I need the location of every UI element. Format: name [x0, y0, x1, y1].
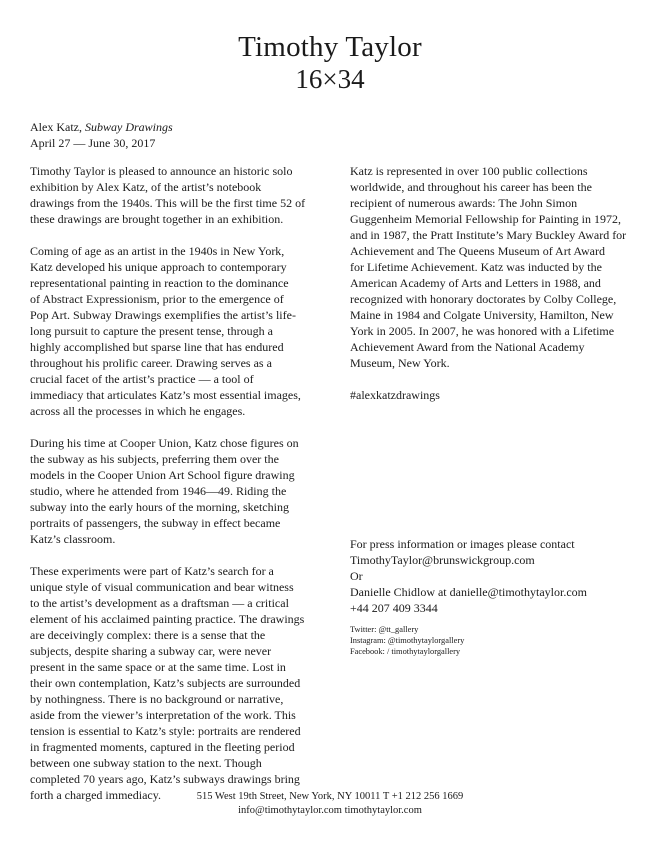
- text-line: crucial facet of the artist’s practice — a tool of: [30, 372, 254, 386]
- text-line: throughout his prolific career. Drawing serves as a: [30, 356, 272, 370]
- body-paragraph: [30, 163, 322, 227]
- text-line: tension is essential to Katz’s style: portraits are rendered: [30, 724, 301, 738]
- contact-line: Danielle Chidlow at danielle@timothytaylor.com: [350, 585, 587, 599]
- press-contact: [350, 536, 587, 616]
- text-line: Guggenheim Memorial Fellowship for Painting in 1972,: [350, 212, 621, 226]
- text-line: Achievement and The Queens Museum of Art Award: [350, 244, 605, 258]
- text-line: Coming of age as an artist in the 1940s in New York,: [30, 244, 285, 258]
- text-line: Timothy Taylor is pleased to announce an historic solo: [30, 164, 293, 178]
- exhibition-dates: April 27 — June 30, 2017: [30, 136, 156, 150]
- text-line: long pursuit to capture the present tense, through a: [30, 324, 273, 338]
- text-line: models in the Cooper Union Art School figure drawing: [30, 468, 295, 482]
- text-line: Katz’s classroom.: [30, 532, 116, 546]
- text-line: During his time at Cooper Union, Katz chose figures on: [30, 436, 299, 450]
- text-line: by nothingness. There is no background or narrative,: [30, 692, 284, 706]
- text-line: exhibition by Alex Katz, of the artist’s notebook: [30, 180, 262, 194]
- contact-line: For press information or images please contact: [350, 537, 575, 551]
- text-line: across all the processes in which he engages.: [30, 404, 246, 418]
- left-text-column: [30, 163, 322, 819]
- text-line: Maine in 1984 and Colgate University, Hamilton, New: [350, 308, 614, 322]
- text-line: Katz is represented in over 100 public collections: [350, 164, 588, 178]
- text-line: subjects, despite sharing a subway car, were never: [30, 644, 272, 658]
- text-line: worldwide, and throughout his career has been the: [350, 180, 592, 194]
- social-links: [350, 624, 464, 657]
- text-line: recognized with honorary doctorates by Colby College,: [350, 292, 617, 306]
- masthead: [0, 30, 660, 94]
- text-line: the subway as his subjects, preferring them over the: [30, 452, 279, 466]
- contact-line: TimothyTaylor@brunswickgroup.com: [350, 553, 535, 567]
- text-line: representational painting in reaction to the dominance: [30, 276, 289, 290]
- text-line: element of his acclaimed painting practice. The drawings: [30, 612, 305, 626]
- text-line: for Lifetime Achievement. Katz was inducted by the: [350, 260, 602, 274]
- text-line: American Academy of Arts and Letters in 1988, and: [350, 276, 601, 290]
- right-text-column: [350, 163, 635, 419]
- twitter-handle: Twitter: @tt_gallery: [350, 625, 419, 634]
- text-line: recipient of numerous awards: The John Simon: [350, 196, 578, 210]
- text-line: highly accomplished but sparse line that has endured: [30, 340, 284, 354]
- text-line: and in 1987, the Pratt Institute’s Mary Buckley Award for: [350, 228, 627, 242]
- text-line: are deceivingly complex: there is a sense that the: [30, 628, 266, 642]
- footer-web: info@timothytaylor.com timothytaylor.com: [238, 805, 422, 816]
- exhibition-heading: [30, 119, 173, 151]
- text-line: York in 2005. In 2007, he was honored with a Lifetime: [350, 324, 615, 338]
- body-paragraph: [30, 435, 322, 547]
- body-paragraph: [350, 163, 635, 371]
- text-line: Katz developed his unique approach to contemporary: [30, 260, 287, 274]
- contact-line: +44 207 409 3344: [350, 601, 438, 615]
- instagram-handle: Instagram: @timothytaylorgallery: [350, 636, 465, 645]
- text-line: Museum, New York.: [350, 356, 450, 370]
- text-line: Achievement Award from the National Academy: [350, 340, 585, 354]
- gallery-name: Timothy Taylor: [238, 31, 422, 63]
- artist-name: Alex Katz,: [30, 120, 85, 134]
- text-line: unique style of visual communication and bear witness: [30, 580, 294, 594]
- exhibition-title: Subway Drawings: [84, 120, 173, 134]
- text-line: portraits of passengers, the subway in effect became: [30, 516, 281, 530]
- footer-address: 515 West 19th Street, New York, NY 10011 T +1 212 256 1669: [196, 791, 464, 802]
- text-line: immediacy that articulates Katz’s most essential images,: [30, 388, 301, 402]
- text-line: Pop Art. Subway Drawings exemplifies the artist’s life-: [30, 308, 296, 322]
- text-line: completed 70 years ago, Katz’s subways drawings bring: [30, 772, 300, 786]
- text-line: of Abstract Expressionism, prior to the emergence of: [30, 292, 284, 306]
- text-line: to the artist’s development as a draftsman — a critical: [30, 596, 289, 610]
- text-line: drawings from the 1940s. This will be the first time 52 of: [30, 196, 306, 210]
- text-line: forth a charged immediacy.: [30, 788, 161, 802]
- text-line: their own contemplation, Katz’s subjects are surrounded: [30, 676, 301, 690]
- facebook-handle: Facebook: / timothytaylorgallery: [350, 647, 461, 656]
- contact-line: Or: [350, 569, 363, 583]
- exhibition-subtitle: 16×34: [295, 64, 365, 94]
- text-line: studio, where he attended from 1946—49. Riding the: [30, 484, 287, 498]
- body-paragraph: [30, 243, 322, 419]
- text-line: in fragmented moments, captured in the fleeting period: [30, 740, 295, 754]
- text-line: These experiments were part of Katz’s search for a: [30, 564, 274, 578]
- text-line: present in the same space or at the same time. Lost in: [30, 660, 286, 674]
- body-paragraph: [350, 387, 635, 403]
- text-line: aside from the viewer’s interpretation of the work. This: [30, 708, 296, 722]
- text-line: these drawings are brought together in an exhibition.: [30, 212, 284, 226]
- text-line: between one subway station to the next. Though: [30, 756, 262, 770]
- body-paragraph: [30, 563, 322, 803]
- text-line: subway into the early hours of the morning, sketching: [30, 500, 289, 514]
- text-line: #alexkatzdrawings: [350, 388, 440, 402]
- footer: [0, 790, 660, 818]
- artist-title-line: [30, 119, 173, 135]
